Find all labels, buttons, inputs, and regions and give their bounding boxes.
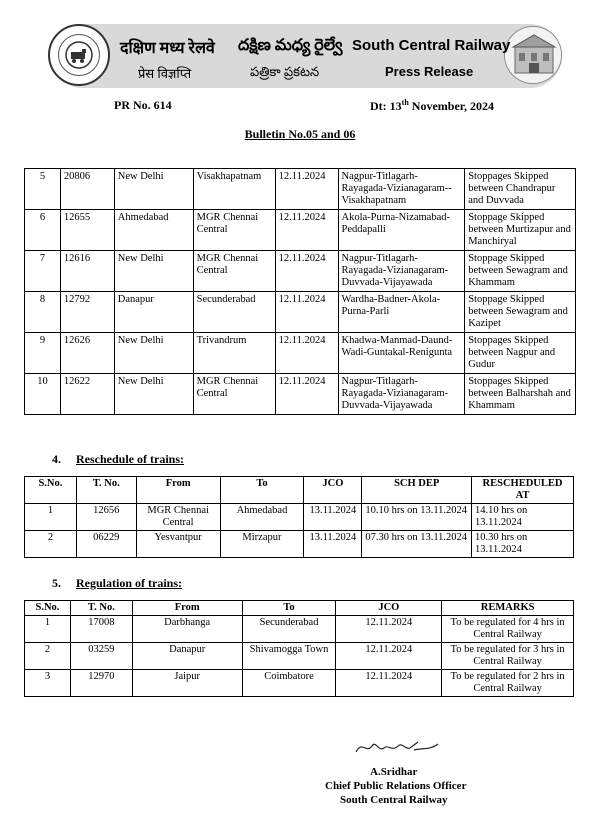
to-cell: Shivamogga Town — [242, 643, 336, 670]
train-no-cell: 12626 — [60, 333, 114, 374]
press-release-number: PR No. 614 — [114, 98, 172, 112]
english-title: South Central Railway — [352, 37, 511, 54]
train-no-cell: 17008 — [70, 616, 132, 643]
press-release-date: Dt: 13th November, 2024 — [370, 98, 495, 113]
from-cell: Jaipur — [132, 670, 242, 697]
from-cell: Yesvantpur — [136, 531, 220, 558]
sno-cell: 2 — [25, 643, 71, 670]
signatory-name: A.Sridhar — [370, 766, 418, 778]
sno-cell: 5 — [25, 169, 61, 210]
sno-cell: 1 — [25, 504, 77, 531]
hindi-subtitle: प्रेस विज्ञप्ति — [138, 66, 192, 81]
route-cell: Khadwa-Manmad-Daund-Wadi-Guntakal-Renigunta — [338, 333, 465, 374]
remarks-cell: Stoppage Skipped between Sewagram and Kazipet — [465, 292, 576, 333]
rescheduled-at-cell: 14.10 hrs on 13.11.2024 — [472, 504, 574, 531]
train-no-cell: 03259 — [70, 643, 132, 670]
date-cell: 12.11.2024 — [275, 210, 338, 251]
to-cell: Mirzapur — [220, 531, 304, 558]
to-cell: Coimbatore — [242, 670, 336, 697]
sch-dep-cell: 10.10 hrs on 13.11.2024 — [362, 504, 472, 531]
table-row — [25, 531, 574, 558]
from-cell: Darbhanga — [132, 616, 242, 643]
train-no-cell: 12656 — [76, 504, 136, 531]
signatory-designation: Chief Public Relations Officer — [325, 780, 467, 792]
table-row — [25, 643, 574, 670]
indian-railways-logo — [48, 24, 110, 86]
table-row — [25, 169, 576, 210]
jco-cell: 13.11.2024 — [304, 531, 362, 558]
table-row — [25, 333, 576, 374]
from-cell: Ahmedabad — [114, 210, 193, 251]
table-row — [25, 504, 574, 531]
route-cell: Nagpur-Titlagarh-Rayagada-Vizianagaram--Visakhapatnam — [338, 169, 465, 210]
remarks-cell: To be regulated for 3 hrs in Central Railway — [442, 643, 574, 670]
table-row — [25, 210, 576, 251]
train-no-cell: 12655 — [60, 210, 114, 251]
reschedule-table — [24, 476, 574, 558]
reschedule-section-title: 4. Reschedule of trains: — [52, 452, 184, 466]
train-no-cell: 12792 — [60, 292, 114, 333]
telugu-title: దక్షిణ మధ్య రైల్వే — [238, 37, 343, 54]
railway-station-photo — [504, 26, 562, 84]
jco-cell: 12.11.2024 — [336, 643, 442, 670]
hindi-title: दक्षिण मध्य रेलवे — [120, 40, 215, 57]
from-cell: New Delhi — [114, 169, 193, 210]
column-header: T. No. — [76, 477, 136, 504]
bulletin-title: Bulletin No.05 and 06 — [244, 127, 356, 141]
jco-cell: 12.11.2024 — [336, 670, 442, 697]
sno-cell: 2 — [25, 531, 77, 558]
table-row — [25, 292, 576, 333]
from-cell: MGR Chennai Central — [136, 504, 220, 531]
to-cell: Secunderabad — [242, 616, 336, 643]
remarks-cell: To be regulated for 4 hrs in Central Railway — [442, 616, 574, 643]
from-cell: New Delhi — [114, 251, 193, 292]
telugu-subtitle: పత్రికా ప్రకటన — [250, 64, 320, 79]
to-cell: MGR Chennai Central — [193, 210, 275, 251]
date-cell: 12.11.2024 — [275, 169, 338, 210]
column-header: JCO — [304, 477, 362, 504]
column-header: S.No. — [25, 601, 71, 616]
from-cell: Danapur — [132, 643, 242, 670]
table-row — [25, 251, 576, 292]
regulation-table — [24, 600, 574, 697]
column-header: From — [136, 477, 220, 504]
table-row — [25, 374, 576, 415]
sno-cell: 10 — [25, 374, 61, 415]
sno-cell: 7 — [25, 251, 61, 292]
column-header: To — [220, 477, 304, 504]
remarks-cell: Stoppages Skipped between Chandrapur and Duvvada — [465, 169, 576, 210]
to-cell: MGR Chennai Central — [193, 374, 275, 415]
route-cell: Nagpur-Titlagarh-Rayagada-Vizianagaram-Duvvada-Vijayawada — [338, 251, 465, 292]
column-header: REMARKS — [442, 601, 574, 616]
remarks-cell: Stoppages Skipped between Nagpur and Gudur — [465, 333, 576, 374]
route-cell: Akola-Purna-Nizamabad-Peddapalli — [338, 210, 465, 251]
sno-cell: 9 — [25, 333, 61, 374]
signatory-organisation: South Central Railway — [340, 794, 448, 806]
route-cell: Nagpur-Titlagarh-Rayagada-Vizianagaram-Duvvada-Vijayawada — [338, 374, 465, 415]
english-subtitle: Press Release — [385, 64, 474, 79]
from-cell: New Delhi — [114, 374, 193, 415]
date-cell: 12.11.2024 — [275, 251, 338, 292]
sno-cell: 3 — [25, 670, 71, 697]
column-header: JCO — [336, 601, 442, 616]
to-cell: Trivandrum — [193, 333, 275, 374]
remarks-cell: Stoppage Skipped between Sewagram and Khammam — [465, 251, 576, 292]
sno-cell: 6 — [25, 210, 61, 251]
to-cell: Visakhapatnam — [193, 169, 275, 210]
remarks-cell: Stoppage Skipped between Murtizapur and Manchiryal — [465, 210, 576, 251]
column-header: T. No. — [70, 601, 132, 616]
regulation-section-title: 5. Regulation of trains: — [52, 576, 182, 590]
train-no-cell: 06229 — [76, 531, 136, 558]
sno-cell: 8 — [25, 292, 61, 333]
route-cell: Wardha-Badner-Akola-Purna-Parli — [338, 292, 465, 333]
date-cell: 12.11.2024 — [275, 292, 338, 333]
jco-cell: 13.11.2024 — [304, 504, 362, 531]
train-emblem-icon — [58, 34, 100, 76]
column-header: RESCHEDULED AT — [472, 477, 574, 504]
column-header: To — [242, 601, 336, 616]
remarks-cell: To be regulated for 2 hrs in Central Railway — [442, 670, 574, 697]
to-cell: Ahmedabad — [220, 504, 304, 531]
diverted-trains-table — [24, 168, 576, 415]
from-cell: Danapur — [114, 292, 193, 333]
table-row — [25, 670, 574, 697]
date-cell: 12.11.2024 — [275, 333, 338, 374]
date-cell: 12.11.2024 — [275, 374, 338, 415]
column-header: SCH DEP — [362, 477, 472, 504]
train-no-cell: 20806 — [60, 169, 114, 210]
remarks-cell: Stoppages Skipped between Balharshah and Khammam — [465, 374, 576, 415]
rescheduled-at-cell: 10.30 hrs on 13.11.2024 — [472, 531, 574, 558]
train-no-cell: 12622 — [60, 374, 114, 415]
to-cell: Secunderabad — [193, 292, 275, 333]
sno-cell: 1 — [25, 616, 71, 643]
column-header: From — [132, 601, 242, 616]
table-row — [25, 616, 574, 643]
train-no-cell: 12616 — [60, 251, 114, 292]
jco-cell: 12.11.2024 — [336, 616, 442, 643]
signature-mark — [352, 736, 442, 761]
from-cell: New Delhi — [114, 333, 193, 374]
to-cell: MGR Chennai Central — [193, 251, 275, 292]
train-no-cell: 12970 — [70, 670, 132, 697]
column-header: S.No. — [25, 477, 77, 504]
sch-dep-cell: 07.30 hrs on 13.11.2024 — [362, 531, 472, 558]
